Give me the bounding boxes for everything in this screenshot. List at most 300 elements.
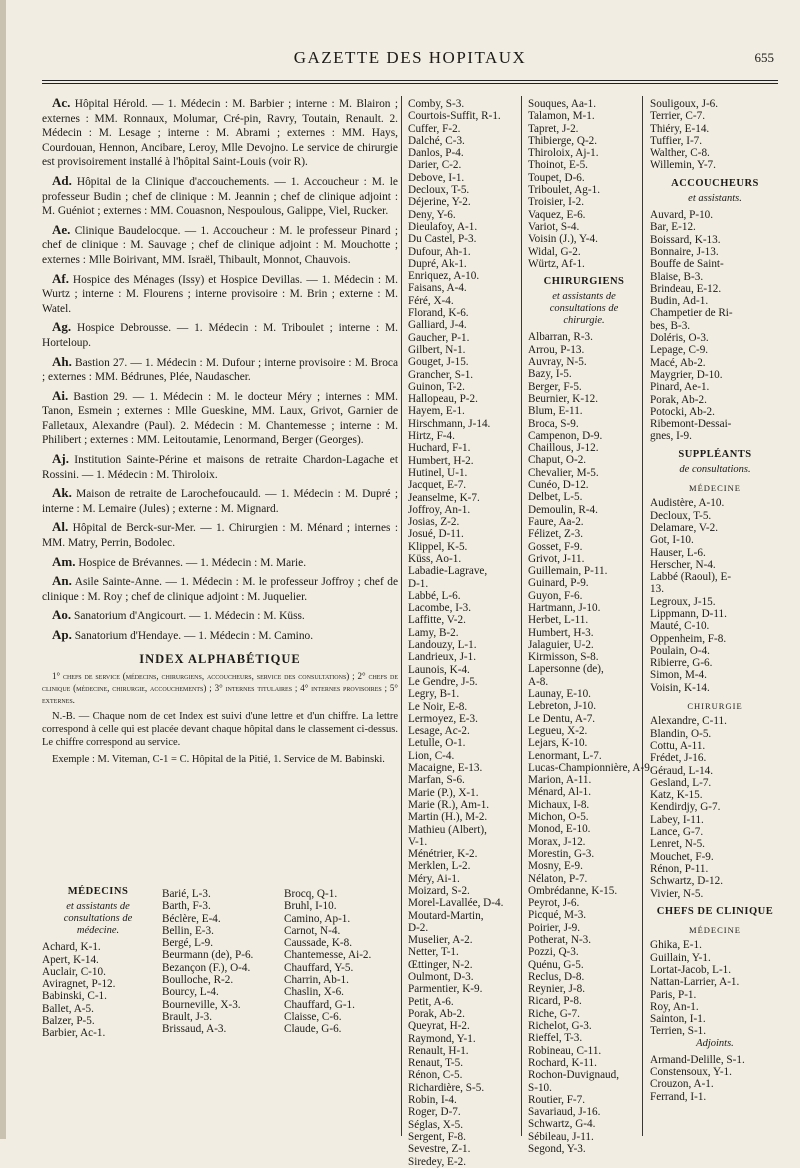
- index-name-entry: Morel-Lavallée, D-4.: [408, 897, 504, 910]
- index-name-entry: Herbet, L-11.: [528, 614, 589, 627]
- index-name-entry: Launay, E-10.: [528, 688, 591, 701]
- index-name-entry: Gaucher, P-1.: [408, 331, 470, 344]
- index-name-entry: Claude, G-6.: [284, 1023, 342, 1036]
- index-name-entry: Hartmann, J-10.: [528, 601, 601, 614]
- index-name-entry: Vaquez, E-6.: [528, 208, 586, 221]
- index-name-entry: Aviragnet, P-12.: [42, 978, 116, 991]
- name-list: [650, 715, 780, 899]
- index-name-entry: Simon, M-4.: [650, 669, 707, 682]
- index-name-entry: Guinard, P-9.: [528, 577, 589, 590]
- index-name-entry: Pinard, Ae-1.: [650, 381, 710, 394]
- index-name-entry: Legry, B-1.: [408, 688, 460, 701]
- index-name-entry: Bergé, L-9.: [162, 937, 214, 950]
- index-name-entry: Boissard, K-13.: [650, 233, 721, 246]
- index-name-entry: Barié, L-3.: [162, 888, 211, 900]
- index-name-entry: Du Castel, P-3.: [408, 233, 477, 246]
- index-name-entry: Brindeau, E-12.: [650, 282, 722, 295]
- entry-label: Ao.: [52, 607, 72, 623]
- index-name-entry: Muselier, A-2.: [408, 934, 473, 947]
- index-name-entry: Comby, S-3.: [408, 98, 465, 110]
- index-name-entry: Guinon, T-2.: [408, 380, 465, 393]
- index-name-entry: Achard, K-1.: [42, 941, 101, 954]
- index-name-entry: Beurnier, K-12.: [528, 392, 599, 405]
- entry-text: Maison de retraite de Larochefoucauld. — 1. Médecin : M. Dupré ; interne : M. Lemaire (Jules) ; externe : M. Mignard.: [42, 488, 398, 515]
- entry-text: Asile Sainte-Anne. — 1. Médecin : M. le professeur Joffroy ; chef de clinique : M. Roy ; chef de clinique adjoint : M. Juquelier.: [42, 576, 398, 603]
- index-name-entry: Grivot, J-11.: [528, 552, 585, 565]
- hospital-entry: [42, 574, 398, 604]
- index-name-entry: Mouchet, F-9.: [650, 850, 714, 863]
- index-note: N.-B. — Chaque nom de cet Index est suivi d'une lettre et d'un chiffre. La lettre correspond à celle qui est placée devant chaque hôpital dans le classement ci-dessus. Le chiffre correspond au service.: [42, 711, 398, 749]
- entry-text: Hospice Debrousse. — 1. Médecin : M. Triboulet ; interne : M. Horteloup.: [42, 322, 398, 349]
- entry-text: Bastion 29. — 1. Médecin : M. le docteur Méry ; internes : MM. Tanon, Esmein ; externes : Mlle Gueskine, MM. Laux, Grivot, Garnier de Falletaux, Alexandre (Paul). 2. Médecin : M. Chantemesse ; interne : M. Philibert ; externes : MM. Leitoutamie, Lenormand, Berger (Georges).: [42, 390, 398, 447]
- index-name-entry: D-2.: [408, 921, 429, 934]
- index-name-entry: Lenormant, L-7.: [528, 749, 602, 762]
- hospital-entry: [42, 272, 398, 317]
- name-list: [162, 888, 274, 1036]
- section-heading-chirurgiens: CHIRURGIENS: [543, 276, 625, 288]
- index-name-entry: Lamy, B-2.: [408, 626, 459, 639]
- index-name-entry: Decloux, T-5.: [650, 509, 712, 522]
- entry-text: Institution Sainte-Périne et maisons de retraite Chardon-Lagache et Rossini. — 1. Médecin : M. Thiroloix.: [42, 454, 398, 481]
- index-name-entry: Raymond, Y-1.: [408, 1032, 476, 1045]
- index-name-entry: Géraud, L-14.: [650, 764, 714, 777]
- index-name-entry: Willemin, Y-7.: [650, 159, 716, 172]
- index-name-entry: Quénu, G-5.: [528, 958, 584, 971]
- index-name-entry: Schwartz, G-4.: [528, 1118, 596, 1131]
- index-name-entry: Bruhl, I-10.: [284, 900, 337, 913]
- page-edge-shadow: [0, 0, 6, 1139]
- index-name-entry: gnes, I-9.: [650, 430, 692, 443]
- index-name-entry: Rochon-Duvignaud,: [528, 1069, 620, 1082]
- hospital-entry: [42, 486, 398, 516]
- page-number: 655: [754, 50, 774, 65]
- index-name-entry: Arrou, P-13.: [528, 343, 585, 356]
- index-name-entry: Danlos, P-4.: [408, 147, 464, 160]
- hospital-entry: [42, 96, 398, 170]
- hospital-entry: [42, 452, 398, 482]
- index-name-entry: Ferrand, I-1.: [650, 1090, 707, 1103]
- index-name-entry: Lepage, C-9.: [650, 344, 709, 357]
- index-name-entry: 13.: [650, 583, 664, 596]
- index-name-entry: Paris, P-1.: [650, 988, 697, 1001]
- index-name-entry: Richardière, S-5.: [408, 1081, 485, 1094]
- entry-text: Hospice des Ménages (Issy) et Hospice Devillas. — 1. Médecin : M. Wurtz ; interne : M. Flourens ; interne provisoire : M. Brin ; externe : M. Watel.: [42, 273, 398, 315]
- index-name-entry: Michon, O-5.: [528, 811, 589, 824]
- index-name-entry: Vivier, N-5.: [650, 887, 704, 900]
- section-heading-accoucheurs: ACCOUCHEURS: [671, 177, 759, 189]
- index-name-entry: Roy, An-1.: [650, 1000, 699, 1013]
- index-name-entry: Bouffe de Saint-: [650, 258, 724, 271]
- index-name-entry: Hutinel, U-1.: [408, 466, 468, 479]
- index-name-entry: Schwartz, D-12.: [650, 875, 724, 888]
- index-name-entry: Petit, A-6.: [408, 995, 454, 1008]
- index-name-entry: Bezançon (F.), O-4.: [162, 961, 251, 974]
- entry-label: Ad.: [52, 172, 72, 188]
- index-name-entry: Auclair, C-10.: [42, 965, 106, 978]
- subsection-chirurgie: CHIRURGIE: [687, 701, 743, 712]
- entry-text: Sanatorium d'Angicourt. — 1. Médecin : M. Küss.: [71, 610, 305, 623]
- entry-label: Ap.: [52, 627, 72, 642]
- index-name-entry: Grancher, S-1.: [408, 368, 474, 381]
- index-name-entry: Richelot, G-3.: [528, 1020, 592, 1033]
- name-list: [528, 331, 653, 1156]
- index-name-entry: Maygrier, D-10.: [650, 368, 723, 381]
- index-example: Exemple : M. Viteman, C-1 = C. Hôpital de la Pitié, 1. Service de M. Babinski.: [52, 754, 385, 766]
- index-name-entry: Landrieux, J-1.: [408, 651, 477, 664]
- index-name-entry: Queyrat, H-2.: [408, 1020, 470, 1033]
- section-subheading: et assistants de consultations de médecine.: [63, 901, 133, 937]
- index-name-entry: Albarran, R-3.: [528, 331, 593, 344]
- entry-label: Af.: [52, 270, 69, 286]
- index-name-entry: Guillain, Y-1.: [650, 951, 711, 964]
- index-name-entry: Delamare, V-2.: [650, 521, 719, 534]
- index-name-entry: Renault, H-1.: [408, 1044, 469, 1057]
- entry-label: Ah.: [52, 353, 72, 369]
- hospital-entry: [42, 389, 398, 448]
- index-name-entry: Méry, Ai-1.: [408, 872, 460, 885]
- index-name-entry: Gilbert, N-1.: [408, 343, 466, 356]
- name-list: [650, 209, 780, 443]
- entry-text: Sanatorium d'Hendaye. — 1. Médecin : M. Camino.: [71, 630, 314, 642]
- index-name-entry: Jacquet, E-7.: [408, 479, 467, 492]
- index-name-entry: Marie (P.), X-1.: [408, 786, 479, 799]
- hospital-entry: [42, 608, 398, 624]
- index-name-entry: Brissaud, A-3.: [162, 1023, 227, 1036]
- header-rule-top: [42, 80, 778, 81]
- index-name-entry: Walther, C-8.: [650, 147, 710, 160]
- index-name-entry: Lance, G-7.: [650, 826, 704, 839]
- entry-text: Hôpital Hérold. — 1. Médecin : M. Barbier ; interne : M. Blairon ; externes : MM. Ronnaux, Molumar, Cré-pin, Ravry, Toutain, Renault. 2. Médecin : M. Lesage ; interne : M. Abrami ; externes : MM. Hays, Courdouan, Hennon, Ancibare, Leroy, Mlle Devojno. Le service de chirurgie est provisoirement installé à l'hôpital Saint-Louis (voir R).: [42, 98, 398, 169]
- index-name-entry: Thiroloix, Aj-1.: [528, 147, 599, 160]
- index-name-entry: Küss, Ao-1.: [408, 552, 462, 565]
- index-name-entry: Darier, C-2.: [408, 159, 462, 172]
- index-name-entry: Nattan-Larrier, A-1.: [650, 976, 740, 989]
- index-name-entry: Hallopeau, P-2.: [408, 393, 478, 406]
- name-list: [408, 98, 520, 1168]
- index-name-entry: Lacombe, I-3.: [408, 602, 472, 615]
- index-name-entry: Joffroy, An-1.: [408, 503, 471, 516]
- index-name-entry: Sevestre, Z-1.: [408, 1143, 471, 1156]
- index-name-entry: Séglas, X-5.: [408, 1118, 463, 1131]
- name-list: [650, 1054, 780, 1103]
- name-list: [284, 888, 396, 1036]
- index-name-entry: Legueu, X-2.: [528, 724, 588, 737]
- index-name-entry: Ménard, Al-1.: [528, 786, 592, 799]
- index-name-entry: Bar, E-12.: [650, 221, 696, 234]
- index-subcolumn-2: [162, 888, 274, 1036]
- index-name-entry: Sergent, F-8.: [408, 1130, 466, 1143]
- index-name-entry: Bourcy, L-4.: [162, 986, 219, 999]
- index-name-entry: A-8.: [528, 675, 549, 688]
- column-divider-1: [401, 96, 402, 1136]
- index-name-entry: Doléris, O-3.: [650, 332, 709, 345]
- index-name-entry: bes, B-3.: [650, 319, 691, 332]
- index-name-entry: Potocki, Ab-2.: [650, 405, 715, 418]
- hospital-entry: [42, 520, 398, 550]
- index-name-entry: Jeanselme, K-7.: [408, 491, 480, 504]
- index-name-entry: Lebreton, J-10.: [528, 700, 597, 713]
- name-list: [650, 939, 780, 1037]
- hospital-entry: [42, 628, 398, 644]
- index-name-entry: Beurmann (de), P-6.: [162, 949, 254, 962]
- index-name-entry: Barbier, Ac-1.: [42, 1027, 106, 1040]
- section-heading-chefs-de-clinique: CHEFS DE CLINIQUE: [656, 905, 774, 917]
- index-name-entry: Broca, S-9.: [528, 417, 579, 430]
- section-heading-suppleants: SUPPLÉANTS: [678, 448, 752, 460]
- entry-text: Hospice de Brévannes. — 1. Médecin : M. Marie.: [75, 556, 307, 569]
- index-title: INDEX ALPHABÉTIQUE: [139, 651, 301, 666]
- index-name-entry: Savariaud, J-16.: [528, 1106, 601, 1119]
- index-name-entry: Caussade, K-8.: [284, 937, 353, 950]
- index-name-entry: Robineau, C-11.: [528, 1044, 602, 1057]
- index-name-entry: Bellin, E-3.: [162, 924, 214, 937]
- section-subheading: et assistants.: [688, 193, 742, 205]
- index-name-entry: Campenon, D-9.: [528, 429, 603, 442]
- index-name-entry: Got, I-10.: [650, 534, 694, 547]
- name-list: [528, 98, 640, 270]
- index-name-entry: Sainton, I-1.: [650, 1013, 706, 1026]
- index-name-entry: Champetier de Ri-: [650, 307, 733, 320]
- index-column-2: [408, 98, 520, 1168]
- index-name-entry: Terrier, C-7.: [650, 110, 705, 123]
- entry-label: An.: [52, 573, 72, 589]
- index-name-entry: Letulle, O-1.: [408, 737, 466, 750]
- index-name-entry: Josias, Z-2.: [408, 516, 460, 529]
- index-name-entry: Morestin, G-3.: [528, 847, 595, 860]
- index-name-entry: Rénon, P-11.: [650, 862, 709, 875]
- hospital-entry: [42, 355, 398, 385]
- index-subcolumn-3: [284, 888, 396, 1036]
- index-name-entry: Macé, Ab-2.: [650, 356, 706, 369]
- index-name-entry: Thoinot, E-5.: [528, 159, 588, 172]
- index-name-entry: Chaillous, J-12.: [528, 442, 599, 455]
- index-name-entry: Humbert, H-3.: [528, 626, 594, 639]
- page-header: [40, 44, 780, 74]
- index-name-entry: Boulloche, R-2.: [162, 974, 234, 987]
- index-name-entry: Mauté, C-10.: [650, 620, 710, 633]
- entry-label: Ak.: [52, 485, 72, 501]
- index-name-entry: Ballet, A-5.: [42, 1002, 94, 1015]
- hospital-entry: [42, 174, 398, 219]
- index-name-entry: Apert, K-14.: [42, 953, 99, 966]
- index-name-entry: Balzer, P-5.: [42, 1015, 95, 1028]
- index-name-entry: Alexandre, C-11.: [650, 715, 727, 728]
- index-legend: 1° chefs de service (médecins, chirurgiens, accoucheurs, service des consultations) ; 2° chefs de clinique (médecine, chirurgie, accouchements) ; 3° internes titulaires ; 4° internes provisoires ; 5° externes.: [42, 671, 398, 706]
- index-name-entry: Launois, K-4.: [408, 663, 470, 676]
- index-name-entry: Ribemont-Dessai-: [650, 418, 732, 431]
- index-name-entry: Jalaguier, U-2.: [528, 638, 594, 651]
- index-name-entry: Mosny, E-9.: [528, 860, 583, 873]
- index-name-entry: Lippmann, D-11.: [650, 607, 727, 620]
- index-name-entry: Voisin, K-14.: [650, 681, 710, 694]
- index-name-entry: Huchard, F-1.: [408, 442, 471, 455]
- index-name-entry: Florand, K-6.: [408, 307, 469, 320]
- entry-label: Ac.: [52, 96, 71, 110]
- index-name-entry: Marie (R.), Am-1.: [408, 798, 490, 811]
- index-name-entry: Carnot, N-4.: [284, 924, 341, 937]
- index-name-entry: Lesage, Ac-2.: [408, 725, 470, 738]
- index-name-entry: Guyon, F-6.: [528, 589, 583, 602]
- entry-text: Hôpital de la Clinique d'accouchements. — 1. Accoucheur : M. le professeur Budin ; chef de clinique : M. Jeannin ; chef de clinique adjoint : M. Guéniot ; externes : MM. Couasnon, Nespoulous, Galippe, Viel, Rucker.: [42, 175, 398, 218]
- index-name-entry: Toupet, D-6.: [528, 171, 585, 184]
- index-name-entry: Merklen, L-2.: [408, 860, 471, 873]
- index-name-entry: Variot, S-4.: [528, 220, 580, 233]
- index-name-entry: Ombrédanne, K-15.: [528, 884, 618, 897]
- index-name-entry: Tapret, J-2.: [528, 122, 579, 135]
- index-name-entry: Potherat, N-3.: [528, 934, 592, 946]
- index-name-entry: Dalché, C-3.: [408, 134, 465, 147]
- index-name-entry: Barth, F-3.: [162, 900, 211, 913]
- index-name-entry: Herscher, N-4.: [650, 558, 716, 571]
- index-name-entry: Gosset, F-9.: [528, 540, 583, 553]
- index-name-entry: Peyrot, J-6.: [528, 897, 580, 910]
- name-list: [650, 497, 780, 694]
- index-name-entry: Reclus, D-8.: [528, 970, 585, 983]
- index-name-entry: Brault, J-3.: [162, 1010, 213, 1023]
- index-name-entry: Lion, C-4.: [408, 749, 455, 762]
- index-name-entry: Marfan, S-6.: [408, 774, 465, 787]
- index-name-entry: Reynier, J-8.: [528, 983, 586, 996]
- name-list: [650, 98, 780, 172]
- index-name-entry: Blum, E-11.: [528, 405, 583, 418]
- entry-label: Am.: [52, 553, 76, 569]
- index-name-entry: Ricard, P-8.: [528, 995, 582, 1008]
- index-name-entry: Auvard, P-10.: [650, 209, 714, 222]
- index-name-entry: Ghika, E-1.: [650, 939, 702, 952]
- index-name-entry: Gouget, J-15.: [408, 356, 469, 369]
- index-name-entry: Le Noir, E-8.: [408, 700, 468, 713]
- index-name-entry: Kirmisson, S-8.: [528, 651, 599, 664]
- index-name-entry: Lortat-Jacob, L-1.: [650, 964, 732, 976]
- index-name-entry: Blandin, O-5.: [650, 727, 712, 740]
- index-name-entry: Thiéry, E-14.: [650, 122, 710, 135]
- index-name-entry: Porak, Ab-2.: [650, 393, 707, 406]
- index-name-entry: Poirier, J-9.: [528, 921, 581, 934]
- index-name-entry: Chaput, O-2.: [528, 454, 587, 467]
- index-name-entry: Deny, Y-6.: [408, 208, 456, 221]
- index-name-entry: Souques, Aa-1.: [528, 98, 597, 110]
- index-name-entry: Féré, X-4.: [408, 294, 454, 307]
- index-name-entry: Decloux, T-5.: [408, 184, 470, 197]
- index-name-entry: Katz, K-15.: [650, 789, 703, 802]
- index-name-entry: Dufour, Ah-1.: [408, 245, 471, 258]
- index-name-entry: Lenret, N-5.: [650, 838, 705, 851]
- index-name-entry: Gesland, L-7.: [650, 776, 712, 789]
- index-name-entry: V-1.: [408, 835, 428, 848]
- entry-label: Ae.: [52, 221, 71, 237]
- index-name-entry: Bazy, I-5.: [528, 368, 572, 381]
- index-name-entry: Galliard, J-4.: [408, 319, 467, 332]
- index-name-entry: Troisier, I-2.: [528, 196, 585, 209]
- index-name-entry: Constensoux, Y-1.: [650, 1066, 732, 1079]
- index-name-entry: Labey, I-11.: [650, 813, 704, 826]
- index-name-entry: Faisans, A-4.: [408, 282, 467, 295]
- index-name-entry: Courtois-Suffit, R-1.: [408, 110, 501, 123]
- index-name-entry: Blaise, B-3.: [650, 270, 704, 283]
- index-name-entry: Netter, T-1.: [408, 946, 459, 959]
- index-name-entry: Dupré, Ak-1.: [408, 257, 467, 270]
- index-name-entry: Frédet, J-16.: [650, 752, 707, 765]
- index-name-entry: Roger, D-7.: [408, 1106, 461, 1119]
- index-name-entry: Babinski, C-1.: [42, 990, 107, 1003]
- index-name-entry: Humbert, H-2.: [408, 454, 474, 467]
- index-name-entry: Legroux, J-15.: [650, 595, 716, 608]
- index-name-entry: Kendirdjy, G-7.: [650, 801, 721, 814]
- index-name-entry: Félizet, Z-3.: [528, 528, 583, 541]
- index-name-entry: Ribierre, G-6.: [650, 657, 713, 670]
- index-name-entry: Monod, E-10.: [528, 823, 591, 836]
- section-heading: MÉDECINS: [67, 886, 129, 897]
- header-rule-bottom: [42, 83, 778, 84]
- index-name-entry: Ménétrier, K-2.: [408, 848, 478, 861]
- hospital-entry: [42, 320, 398, 350]
- index-name-entry: Enriquez, A-10.: [408, 270, 480, 283]
- hospital-entry: [42, 223, 398, 268]
- index-name-entry: Laffitte, V-2.: [408, 614, 466, 627]
- entry-text: Bastion 27. — 1. Médecin : M. Dufour ; interne provisoire : M. Broca ; externes : MM. Bédrunes, Plée, Naudascher.: [42, 356, 398, 384]
- entry-label: Ag.: [52, 319, 72, 335]
- index-name-entry: Œttinger, N-2.: [408, 958, 473, 971]
- index-name-entry: Souligoux, J-6.: [650, 98, 719, 110]
- index-name-entry: Bonnaire, J-13.: [650, 245, 719, 258]
- index-name-entry: Robin, I-4.: [408, 1094, 457, 1107]
- index-name-entry: Segond, Y-3.: [528, 1143, 586, 1156]
- index-name-entry: Dieulafoy, A-1.: [408, 220, 478, 233]
- hospital-entry: [42, 555, 398, 571]
- index-name-entry: Thibierge, Q-2.: [528, 134, 598, 147]
- index-name-entry: Landouzy, L-1.: [408, 639, 477, 652]
- entry-text: Clinique Baudelocque. — 1. Accoucheur : M. le professeur Pinard ; chef de clinique : M. Sauvage ; chef de clinique adjoint : M. Mouchotte ; externes : Mlle Boirivant, MM. Israël, Thibault, Monnot, Chauvois.: [42, 224, 398, 266]
- index-name-entry: Lucas-Championnière, A-9.: [528, 761, 653, 774]
- index-name-entry: Lejars, K-10.: [528, 737, 588, 750]
- entry-label: Aj.: [52, 451, 69, 467]
- index-name-entry: Oppenheim, F-8.: [650, 632, 727, 645]
- section-subheading: et assistants de consultations de chirurgie.: [549, 291, 619, 327]
- index-name-entry: Tuffier, I-7.: [650, 134, 703, 147]
- index-name-entry: Rieffel, T-3.: [528, 1032, 583, 1045]
- subsection-medecine: MÉDECINE: [689, 483, 741, 494]
- index-name-entry: Labbé (Raoul), E-: [650, 571, 732, 584]
- index-name-entry: Michaux, I-8.: [528, 798, 590, 811]
- index-name-entry: Porak, Ab-2.: [408, 1007, 465, 1020]
- index-name-entry: Bourneville, X-3.: [162, 998, 241, 1011]
- index-name-entry: Le Gendre, J-5.: [408, 675, 478, 688]
- index-name-entry: Déjerine, Y-2.: [408, 196, 471, 209]
- index-name-entry: Nélaton, P-7.: [528, 872, 588, 885]
- index-name-entry: Martin (H.), M-2.: [408, 811, 488, 824]
- index-name-entry: Armand-Delille, S-1.: [650, 1053, 745, 1066]
- index-name-entry: S-10.: [528, 1081, 552, 1094]
- index-name-entry: Chantemesse, Ai-2.: [284, 949, 372, 962]
- index-name-entry: Picqué, M-3.: [528, 909, 587, 922]
- index-name-entry: Mathieu (Albert),: [408, 823, 487, 836]
- index-name-entry: Lapersonne (de),: [528, 663, 604, 676]
- index-name-entry: Brocq, Q-1.: [284, 888, 338, 900]
- index-column-4: [650, 98, 780, 1103]
- index-name-entry: D-1.: [408, 577, 429, 590]
- index-name-entry: Le Dentu, A-7.: [528, 712, 596, 725]
- index-name-entry: Guillemain, P-11.: [528, 565, 608, 578]
- index-name-entry: Rochard, K-11.: [528, 1056, 597, 1069]
- entry-text: Hôpital de Berck-sur-Mer. — 1. Chirurgien : M. Ménard ; internes : MM. Matry, Perrin, Bodolec.: [42, 522, 398, 550]
- index-name-entry: Triboulet, Ag-1.: [528, 184, 601, 197]
- index-name-entry: Hauser, L-6.: [650, 546, 706, 559]
- index-column-3: [528, 98, 653, 1156]
- index-name-entry: Hirschmann, J-14.: [408, 417, 491, 430]
- index-name-entry: Morax, J-12.: [528, 835, 586, 848]
- index-name-entry: Chevalier, M-5.: [528, 466, 599, 479]
- name-list: [42, 941, 154, 1039]
